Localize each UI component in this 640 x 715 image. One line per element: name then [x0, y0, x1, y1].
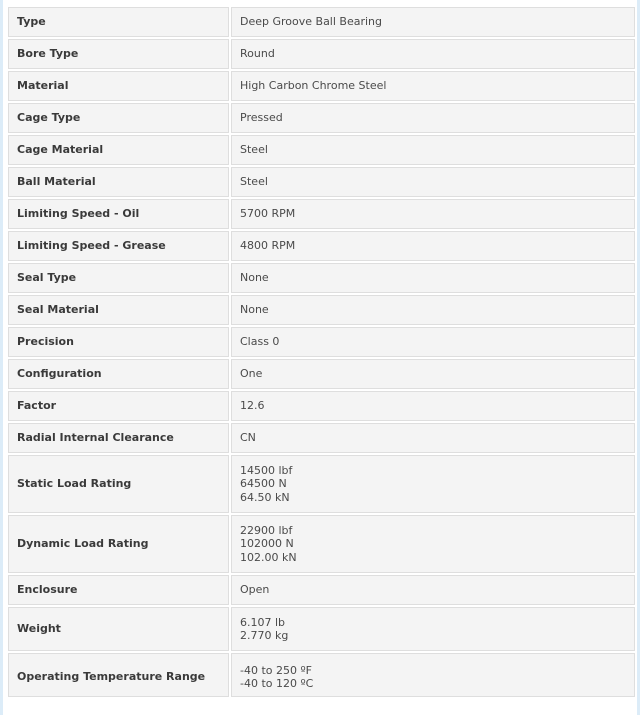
spec-value-line: Class 0: [240, 335, 280, 349]
spec-row-limiting-speed-grease: [8, 231, 635, 261]
spec-value: [231, 71, 635, 101]
spec-value: [231, 7, 635, 37]
spec-value-line: 2.770 kg: [240, 629, 289, 642]
spec-value: [231, 359, 635, 389]
spec-row-ball-material: [8, 167, 635, 197]
spec-value: [231, 575, 635, 605]
spec-value-line: CN: [240, 431, 256, 445]
spec-label: Factor: [8, 391, 229, 421]
spec-value: [231, 231, 635, 261]
spec-value-line: Steel: [240, 175, 268, 189]
spec-row-operating-temperature-range: [8, 653, 635, 697]
spec-value-line: 5700 RPM: [240, 207, 296, 221]
spec-row-seal-type: [8, 263, 635, 293]
spec-row-static-load-rating: [8, 455, 635, 513]
spec-value-line: Open: [240, 583, 270, 597]
spec-label: Bore Type: [8, 39, 229, 69]
spec-row-type: [8, 7, 635, 37]
spec-row-factor: [8, 391, 635, 421]
spec-label: Seal Type: [8, 263, 229, 293]
spec-row-weight: [8, 607, 635, 651]
spec-label: Precision: [8, 327, 229, 357]
spec-value-line: High Carbon Chrome Steel: [240, 79, 387, 93]
spec-value-line: 6.107 lb: [240, 615, 286, 629]
spec-value-line: Round: [240, 47, 275, 61]
spec-row-limiting-speed-oil: [8, 199, 635, 229]
spec-value-line: -40 to 250 ºF: [240, 663, 313, 677]
spec-value-line: Pressed: [240, 111, 283, 125]
spec-value-line: One: [240, 367, 263, 381]
spec-value-line: -40 to 120 ºC: [240, 677, 314, 690]
spec-label: Cage Type: [8, 103, 229, 133]
spec-value-line: 64500 N: [240, 477, 287, 491]
spec-value-line: 102.00 kN: [240, 550, 297, 564]
spec-label: Type: [8, 7, 229, 37]
spec-value: [231, 391, 635, 421]
spec-value-line: 12.6: [240, 399, 265, 413]
spec-label: Limiting Speed - Grease: [8, 231, 229, 261]
spec-label: Limiting Speed - Oil: [8, 199, 229, 229]
spec-value-line: 64.50 kN: [240, 490, 290, 504]
spec-value-line: 14500 lbf: [240, 463, 293, 477]
spec-row-radial-internal-clearance: [8, 423, 635, 453]
spec-row-seal-material: [8, 295, 635, 325]
spec-label: Ball Material: [8, 167, 229, 197]
spec-value-line: None: [240, 271, 269, 285]
spec-value: [231, 295, 635, 325]
spec-row-precision: [8, 327, 635, 357]
spec-value-line: 102000 N: [240, 537, 294, 551]
spec-row-bore-type: [8, 39, 635, 69]
spec-value: [231, 607, 635, 651]
spec-label: Configuration: [8, 359, 229, 389]
spec-value: [231, 103, 635, 133]
spec-label: Seal Material: [8, 295, 229, 325]
spec-label: Dynamic Load Rating: [8, 515, 229, 573]
spec-value: [231, 199, 635, 229]
spec-row-configuration: [8, 359, 635, 389]
spec-label: Static Load Rating: [8, 455, 229, 513]
spec-row-dynamic-load-rating: [8, 515, 635, 573]
spec-row-cage-type: [8, 103, 635, 133]
spec-value: [231, 327, 635, 357]
spec-value-line: None: [240, 303, 269, 317]
spec-label: Radial Internal Clearance: [8, 423, 229, 453]
spec-row-cage-material: [8, 135, 635, 165]
spec-value: [231, 455, 635, 513]
spec-label: Material: [8, 71, 229, 101]
spec-value: [231, 515, 635, 573]
spec-label: Weight: [8, 607, 229, 651]
spec-label: Operating Temperature Range: [8, 653, 229, 697]
spec-value: [231, 423, 635, 453]
specifications-table: [6, 5, 637, 699]
spec-label: Cage Material: [8, 135, 229, 165]
spec-value-line: 4800 RPM: [240, 239, 296, 253]
spec-value: [231, 135, 635, 165]
spec-value: [231, 263, 635, 293]
spec-value-line: Steel: [240, 143, 268, 157]
spec-value-line: 22900 lbf: [240, 523, 293, 537]
spec-value-line: Deep Groove Ball Bearing: [240, 15, 383, 29]
spec-value: [231, 653, 635, 697]
spec-label: Enclosure: [8, 575, 229, 605]
spec-value: [231, 39, 635, 69]
spec-value: [231, 167, 635, 197]
spec-row-material: [8, 71, 635, 101]
spec-row-enclosure: [8, 575, 635, 605]
